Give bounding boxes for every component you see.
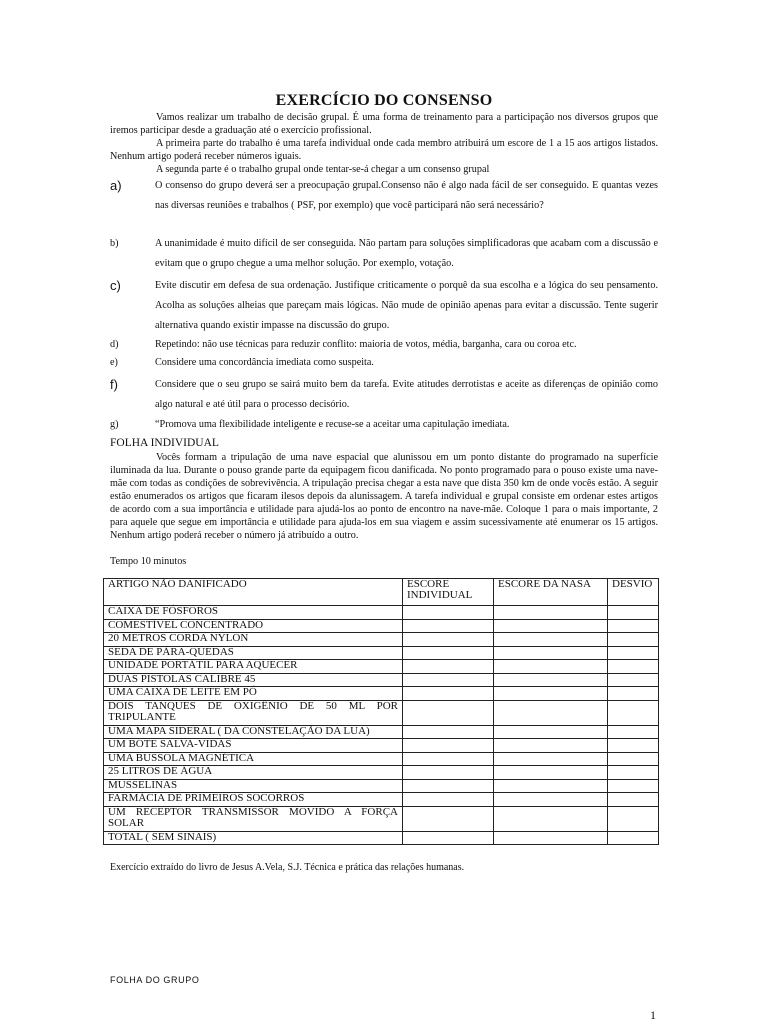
table-row xyxy=(104,700,659,725)
rule-letter: c) xyxy=(110,278,121,293)
item-cell: COMESTÍVEL CONCENTRADO xyxy=(104,619,403,633)
nasa-score-cell[interactable] xyxy=(494,633,608,647)
table-row xyxy=(104,673,659,687)
nasa-score-cell[interactable] xyxy=(494,779,608,793)
rule-letter: g) xyxy=(110,419,119,430)
item-cell: UM BOTE SALVA-VIDAS xyxy=(104,739,403,753)
rule-letter: a) xyxy=(110,178,122,193)
individual-score-cell[interactable] xyxy=(403,660,494,674)
individual-score-cell[interactable] xyxy=(403,646,494,660)
table-row xyxy=(104,646,659,660)
item-cell: CAIXA DE FÓSFOROS xyxy=(104,606,403,620)
individual-score-cell[interactable] xyxy=(403,687,494,701)
nasa-score-cell[interactable] xyxy=(494,725,608,739)
individual-total-cell[interactable] xyxy=(403,831,494,845)
column-header-deviation: DESVIO xyxy=(608,579,659,606)
rule-text: “Promova uma flexibilidade inteligente e recuse-se a aceitar uma capitulação imediata. xyxy=(155,419,510,430)
individual-score-cell[interactable] xyxy=(403,606,494,620)
nasa-score-cell[interactable] xyxy=(494,752,608,766)
time-limit: Tempo 10 minutos xyxy=(110,556,187,567)
table-header-row xyxy=(104,579,659,606)
table-row xyxy=(104,633,659,647)
rule-letter: d) xyxy=(110,339,119,350)
rule-letter: e) xyxy=(110,357,118,368)
table-row xyxy=(104,619,659,633)
individual-score-cell[interactable] xyxy=(403,739,494,753)
item-cell: MUSSELINAS xyxy=(104,779,403,793)
deviation-cell[interactable] xyxy=(608,633,659,647)
deviation-cell[interactable] xyxy=(608,660,659,674)
deviation-cell[interactable] xyxy=(608,687,659,701)
deviation-cell[interactable] xyxy=(608,793,659,807)
individual-score-cell[interactable] xyxy=(403,752,494,766)
item-cell: 25 LITROS DE ÁGUA xyxy=(104,766,403,780)
column-header-item: ARTIGO NÃO DANIFICADO xyxy=(104,579,403,606)
item-cell: DUAS PISTOLAS CALIBRE 45 xyxy=(104,673,403,687)
rule-text: A unanimidade é muito difícil de ser conseguida. Não partam para soluções simplificadoras que acabam com a discussão e evitam que o grupo chegue a uma melhor solução. Por exemplo, votação. xyxy=(155,238,658,269)
deviation-cell[interactable] xyxy=(608,673,659,687)
nasa-score-cell[interactable] xyxy=(494,619,608,633)
item-cell: UMA MAPA SIDERAL ( DA CONSTELAÇÃO DA LUA) xyxy=(104,725,403,739)
individual-score-cell[interactable] xyxy=(403,779,494,793)
nasa-score-cell[interactable] xyxy=(494,793,608,807)
deviation-cell[interactable] xyxy=(608,725,659,739)
rule-text: O consenso do grupo deverá ser a preocupação grupal.Consenso não é algo nada fácil de ser conseguido. E quantas vezes nas diversas reuniões e trabalhos ( PSF, por exemplo) que você participará não será necessário? xyxy=(155,180,658,211)
item-cell: UM RECEPTOR TRANSMISSOR MOVIDO A FORÇA SOLAR xyxy=(104,806,403,831)
scenario-paragraph: Vocês formam a tripulação de uma nave espacial que alunissou em um ponto distante do programado na superfície iluminada da lua. Durante o pouso grande parte da equipagem ficou danificada. No ponto programado para o pouso existe uma nave-mãe com todas as condições de sobrevivência. A tripulação precisa chegar a esta nave que dista 350 km de onde vocês estão. A seguir estão enumerados os artigos que ficaram ilesos depois da alunissagem. A tarefa individual e grupal consiste em ordenar estes artigos de acordo com a sua importância e utilidade para ajudá-los ao ponto de encontro na nave-mãe. Coloque 1 para o mais importante, 2 para aquele que segue em importância e utilidade para ajuda-los em sua viagem e assim sucessivamente até enumerar os 15 artigos. Nenhum artigo poderá receber o número já atribuído a outro. xyxy=(110,452,658,541)
table-row xyxy=(104,606,659,620)
item-cell: UMA BUSSOLA MAGNÉTICA xyxy=(104,752,403,766)
nasa-score-cell[interactable] xyxy=(494,700,608,725)
table-row xyxy=(104,806,659,831)
deviation-total-cell[interactable] xyxy=(608,831,659,845)
table-total-row xyxy=(104,831,659,845)
nasa-score-cell[interactable] xyxy=(494,673,608,687)
rule-letter: f) xyxy=(110,377,118,392)
document-title: EXERCÍCIO DO CONSENSO xyxy=(275,92,493,109)
individual-score-cell[interactable] xyxy=(403,700,494,725)
table-row xyxy=(104,725,659,739)
page-number: 1 xyxy=(650,1008,656,1022)
intro-paragraph-2: A primeira parte do trabalho é uma tarefa individual onde cada membro atribuirá um escore de 1 a 15 aos artigos listados. Nenhum artigo poderá receber números iguais. xyxy=(110,138,658,162)
individual-score-cell[interactable] xyxy=(403,725,494,739)
rule-text: Considere que o seu grupo se sairá muito bem da tarefa. Evite atitudes derrotistas e aceite as diferenças de opinião como algo natural e até útil para o processo decisório. xyxy=(155,379,658,410)
deviation-cell[interactable] xyxy=(608,700,659,725)
deviation-cell[interactable] xyxy=(608,752,659,766)
table-row xyxy=(104,793,659,807)
deviation-cell[interactable] xyxy=(608,606,659,620)
individual-score-cell[interactable] xyxy=(403,633,494,647)
rule-text: Evite discutir em defesa de sua ordenação. Justifique criticamente o porquê da sua escolha e a lógica do seu pensamento. Acolha as soluções alheias que pareçam mais lógicas. Não mude de opinião apenas para evitar a discussão. Tente sugerir alternativa quando existir impasse na discussão do grupo. xyxy=(155,280,658,331)
folha-individual-heading: FOLHA INDIVIDUAL xyxy=(110,437,219,449)
individual-score-cell[interactable] xyxy=(403,766,494,780)
individual-score-cell[interactable] xyxy=(403,793,494,807)
table-row xyxy=(104,779,659,793)
item-cell: UNIDADE PORTÁTIL PARA AQUECER xyxy=(104,660,403,674)
deviation-cell[interactable] xyxy=(608,806,659,831)
total-cell: TOTAL ( SEM SINAIS) xyxy=(104,831,403,845)
rule-text: Repetindo: não use técnicas para reduzir conflito: maioria de votos, média, barganha, cara ou coroa etc. xyxy=(155,339,577,350)
nasa-score-cell[interactable] xyxy=(494,766,608,780)
rule-letter: b) xyxy=(110,238,119,249)
ranking-table xyxy=(103,578,659,845)
deviation-cell[interactable] xyxy=(608,646,659,660)
nasa-score-cell[interactable] xyxy=(494,806,608,831)
item-cell: UMA CAIXA DE LEITE EM PÓ xyxy=(104,687,403,701)
deviation-cell[interactable] xyxy=(608,766,659,780)
item-cell: DOIS TANQUES DE OXIGÊNIO DE 50 ML POR TRIPULANTE xyxy=(104,700,403,725)
table-row xyxy=(104,687,659,701)
item-cell: 20 METROS CORDA NYLON xyxy=(104,633,403,647)
item-cell: SEDA DE PÁRA-QUEDAS xyxy=(104,646,403,660)
nasa-score-cell[interactable] xyxy=(494,646,608,660)
rule-text: Considere uma concordância imediata como suspeita. xyxy=(155,357,374,368)
group-sheet-heading: FOLHA DO GRUPO xyxy=(110,975,200,985)
source-citation: Exercício extraído do livro de Jesus A.Vela, S.J. Técnica e prática das relações humanas. xyxy=(110,862,465,873)
column-header-individual-score: ESCORE INDIVIDUAL xyxy=(403,579,494,606)
table-row xyxy=(104,660,659,674)
nasa-score-cell[interactable] xyxy=(494,687,608,701)
intro-paragraph-3: A segunda parte é o trabalho grupal onde tentar-se-á chegar a um consenso grupal xyxy=(156,164,490,175)
deviation-cell[interactable] xyxy=(608,619,659,633)
deviation-cell[interactable] xyxy=(608,739,659,753)
individual-score-cell[interactable] xyxy=(403,806,494,831)
column-header-nasa-score: ESCORE DA NASA xyxy=(494,579,608,606)
table-row xyxy=(104,739,659,753)
item-cell: FARMÁCIA DE PRIMEIROS SOCORROS xyxy=(104,793,403,807)
nasa-score-cell[interactable] xyxy=(494,606,608,620)
individual-score-cell[interactable] xyxy=(403,619,494,633)
nasa-score-cell[interactable] xyxy=(494,660,608,674)
nasa-total-cell[interactable] xyxy=(494,831,608,845)
deviation-cell[interactable] xyxy=(608,779,659,793)
table-row xyxy=(104,752,659,766)
intro-paragraph-1: Vamos realizar um trabalho de decisão grupal. É uma forma de treinamento para a participação nos diversos grupos que iremos participar desde a graduação até o exercício profissional. xyxy=(110,112,658,136)
table-row xyxy=(104,766,659,780)
nasa-score-cell[interactable] xyxy=(494,739,608,753)
individual-score-cell[interactable] xyxy=(403,673,494,687)
